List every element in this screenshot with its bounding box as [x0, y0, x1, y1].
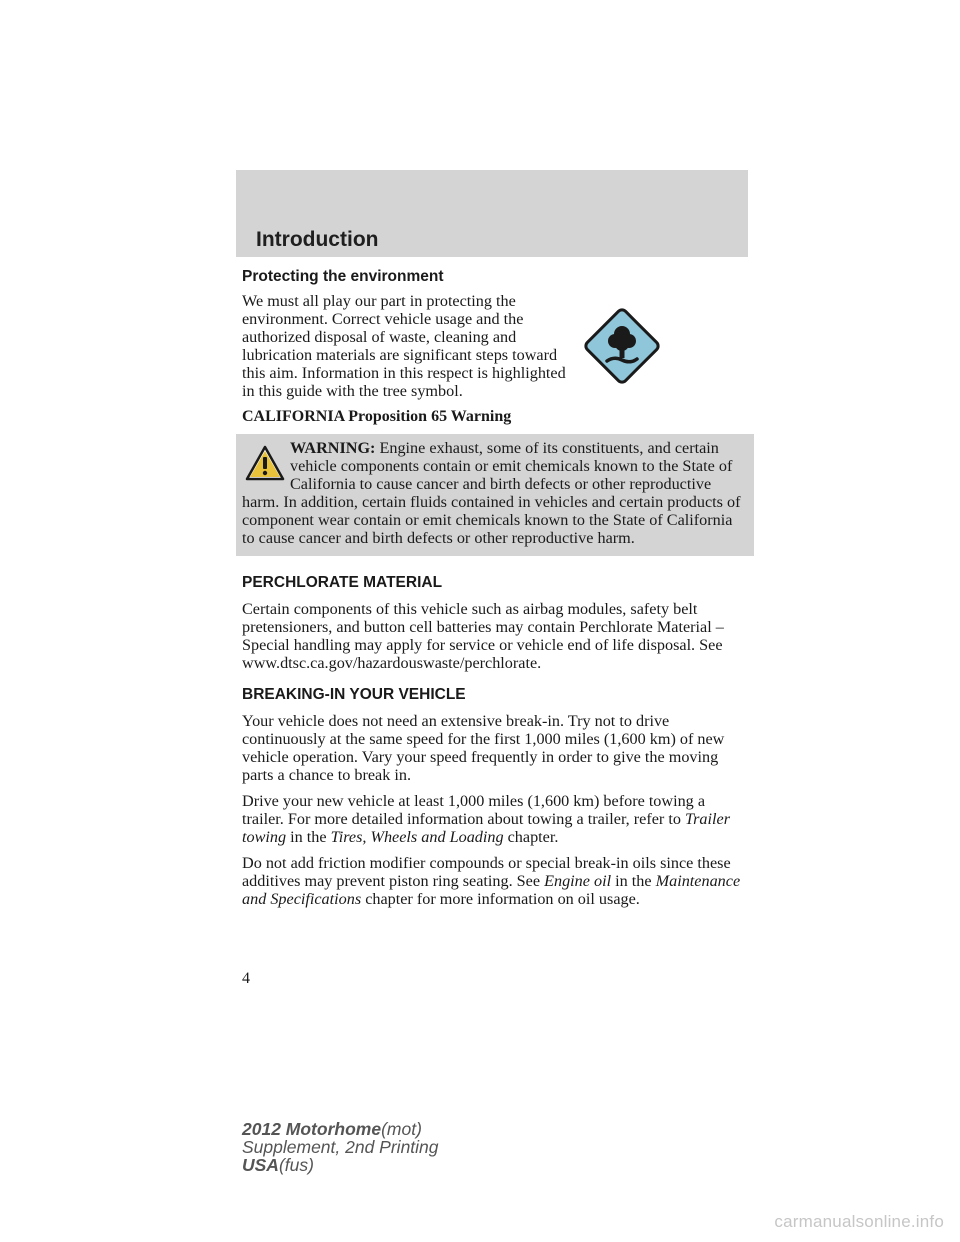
trailer-towing-reference: Trailer towing — [242, 810, 730, 846]
warning-label: WARNING: — [290, 439, 376, 457]
footer-line-1 — [242, 1120, 439, 1138]
maintenance-specifications-reference: Maintenance and Specifications — [242, 872, 741, 908]
warning-triangle-icon — [244, 443, 286, 483]
environment-section — [242, 268, 748, 400]
tree-symbol-icon — [580, 304, 664, 388]
paragraph-text: Drive your new vehicle at least 1,000 miles (1,600 km) before towing a trailer. For more detailed information about towing a trailer, refer to — [242, 792, 706, 828]
breaking-in-heading: BREAKING-IN YOUR VEHICLE — [242, 686, 466, 703]
breaking-in-paragraph-1: Your vehicle does not need an extensive break-in. Try not to drive continuously at the same speed for the first 1,000 miles (1,600 km) of new vehicle operation. Vary your speed frequently in order to give the moving parts a chance to break in. — [242, 712, 725, 784]
page-number: 4 — [242, 970, 250, 987]
environment-body: We must all play our part in protecting the environment. Correct vehicle usage and the authorized disposal of waste, cleaning and lubrication materials are significant steps toward this aim. Information in this respect is highlighted in this guide with the tree symbol. — [242, 292, 566, 400]
paragraph-text: chapter for more information on oil usage. — [361, 890, 640, 908]
footer-market: USA — [242, 1155, 279, 1175]
page-content — [242, 268, 748, 916]
engine-oil-reference: Engine oil — [544, 872, 612, 890]
footer-model-code: (mot) — [381, 1119, 422, 1139]
breaking-in-paragraph-2 — [242, 792, 748, 846]
chapter-title: Introduction — [256, 228, 379, 251]
perchlorate-body: Certain components of this vehicle such as airbag modules, safety belt pretensioners, and button cell batteries may contain Perchlorate Material – Special handling may apply for service or vehicle end of life disposal. See www.dtsc.ca.gov/hazardouswaste/perchlorate. — [242, 600, 724, 672]
perchlorate-heading: PERCHLORATE MATERIAL — [242, 574, 443, 591]
footer-line-3 — [242, 1156, 439, 1174]
warning-box — [236, 434, 754, 556]
watermark: carmanualsonline.info — [774, 1212, 944, 1231]
chapter-header-band — [236, 170, 748, 257]
paragraph-text: in the — [611, 872, 656, 890]
footer-model: 2012 Motorhome — [242, 1119, 382, 1139]
publication-footer — [242, 1120, 439, 1174]
footer-market-code: (fus) — [278, 1155, 314, 1175]
breaking-in-paragraph-3 — [242, 854, 748, 908]
california-heading: CALIFORNIA Proposition 65 Warning — [242, 408, 512, 425]
footer-line-2: Supplement, 2nd Printing — [242, 1137, 439, 1157]
warning-text: Engine exhaust, some of its constituents, and certain vehicle components contain or emit chemicals known to the State of California to cause cancer and birth defects or other reproductive harm. In addition, certain fluids contained in vehicles and certain products of component wear contain or emit chemicals known to the State of California to cause cancer and birth defects or other reproductive harm. — [242, 439, 741, 547]
paragraph-text: chapter. — [503, 828, 559, 846]
environment-heading: Protecting the environment — [242, 268, 444, 285]
tires-wheels-loading-reference: Tires, Wheels and Loading — [330, 828, 504, 846]
paragraph-text: Do not add friction modifier compounds or special break-in oils since these additives may prevent piston ring seating. See — [242, 854, 731, 890]
paragraph-text: in the — [286, 828, 331, 846]
